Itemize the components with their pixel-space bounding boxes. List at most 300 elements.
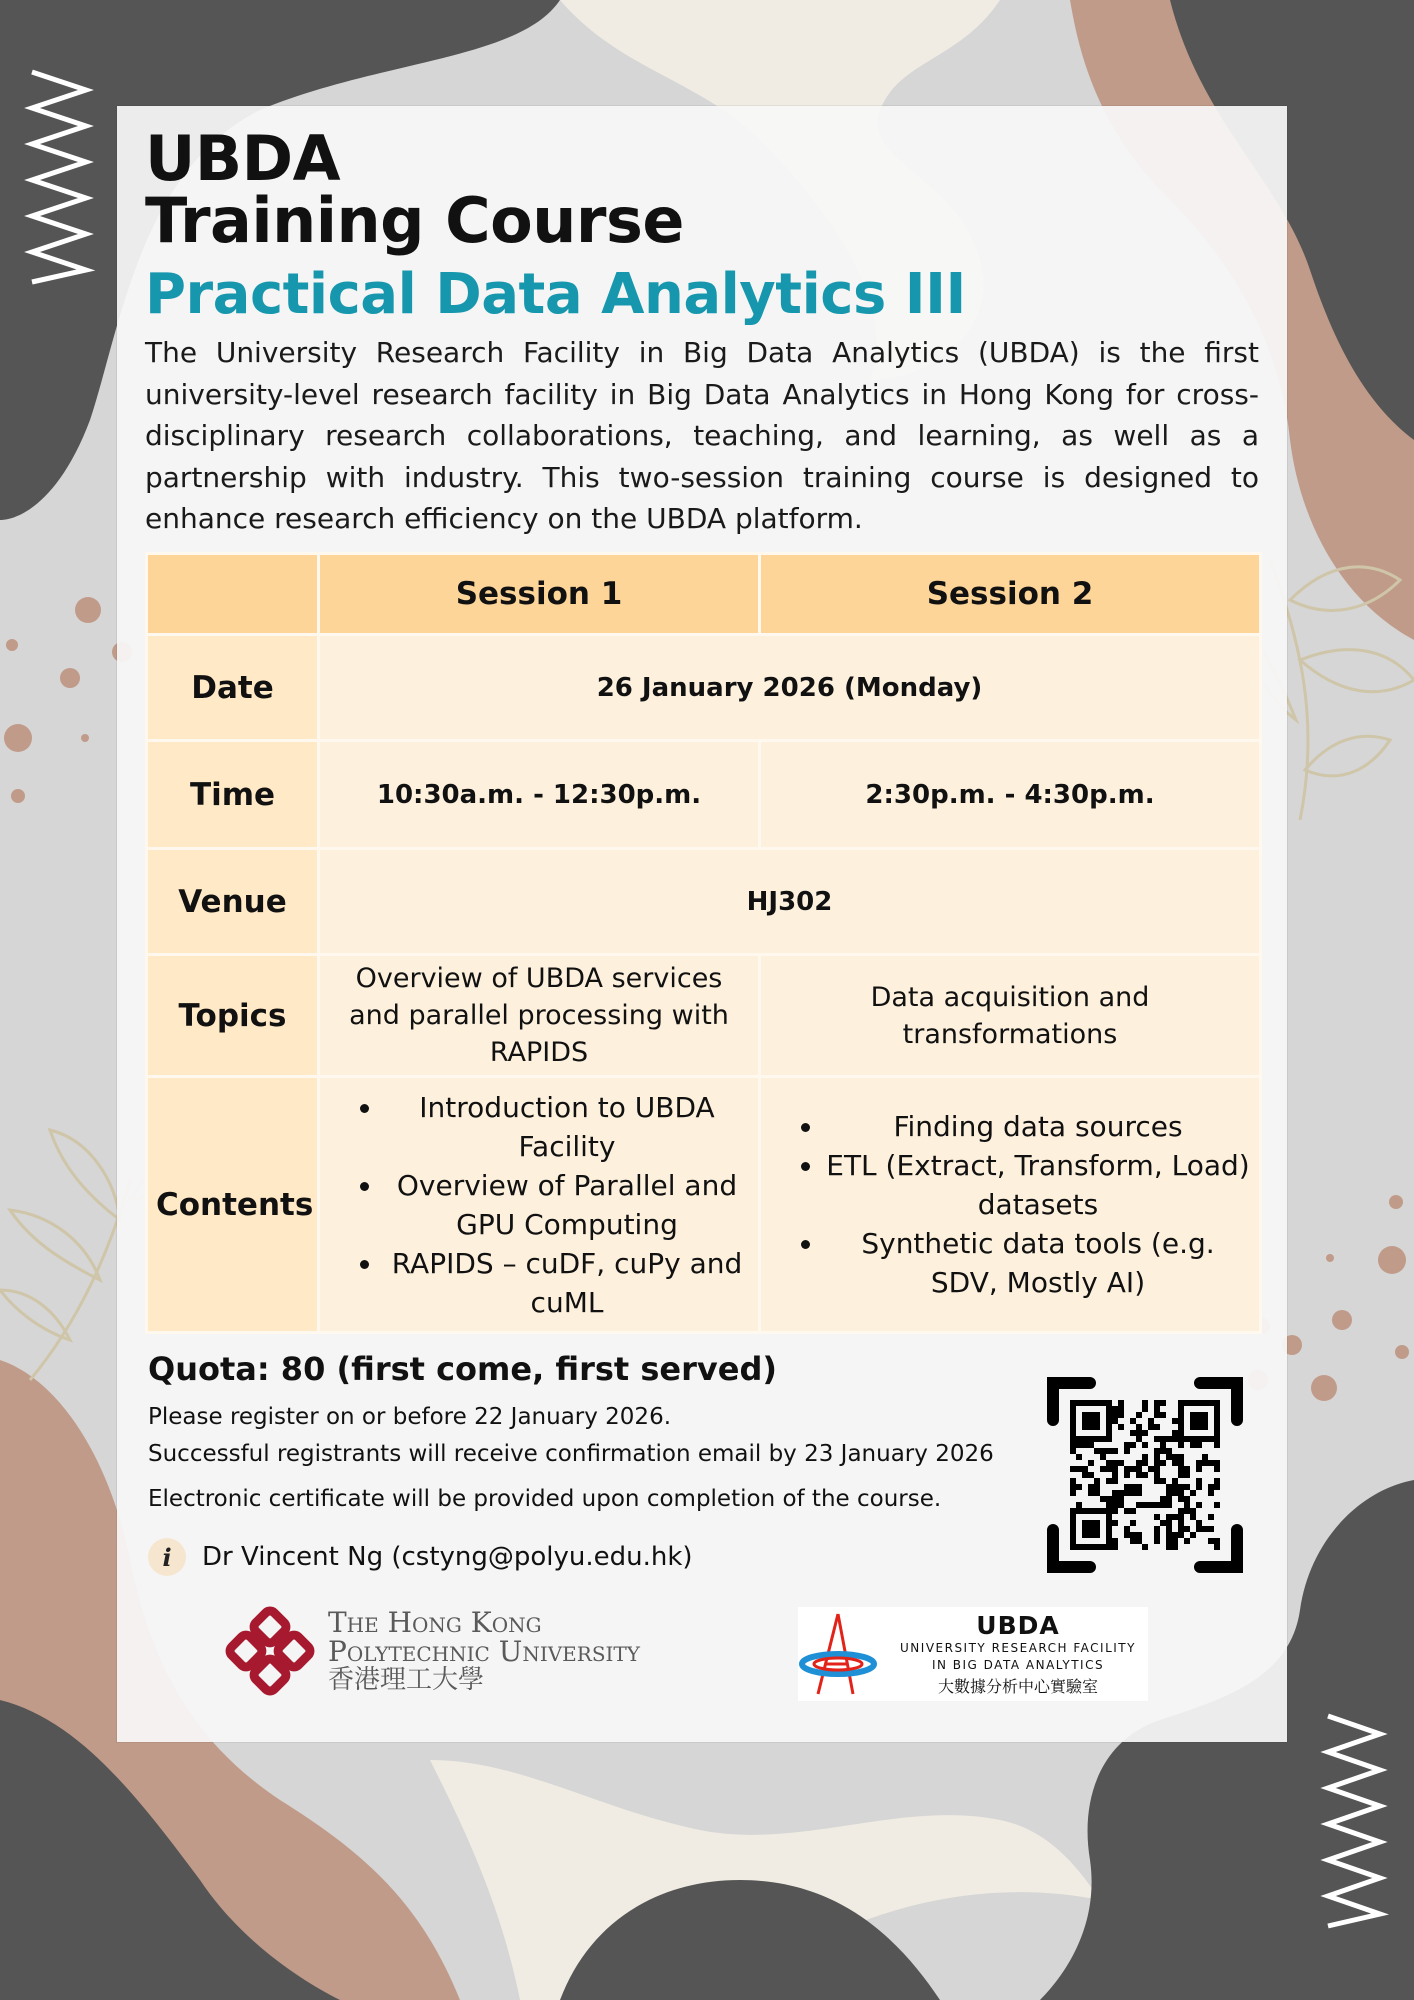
qr-module bbox=[1184, 1538, 1190, 1544]
qr-module bbox=[1112, 1544, 1118, 1550]
qr-module bbox=[1160, 1520, 1166, 1526]
qr-module bbox=[1178, 1460, 1184, 1466]
qr-module bbox=[1154, 1460, 1160, 1466]
session-2-time: 2:30p.m. - 4:30p.m. bbox=[760, 741, 1261, 849]
qr-module bbox=[1136, 1424, 1142, 1430]
qr-module bbox=[1202, 1436, 1208, 1442]
qr-module bbox=[1094, 1520, 1100, 1526]
ubda-emblem-icon bbox=[798, 1609, 888, 1699]
qr-module bbox=[1178, 1484, 1184, 1490]
qr-module bbox=[1100, 1508, 1106, 1514]
qr-module bbox=[1112, 1520, 1118, 1526]
session-1-contents-list bbox=[328, 1088, 750, 1322]
qr-module bbox=[1088, 1442, 1094, 1448]
polyu-logo bbox=[222, 1603, 640, 1699]
qr-module bbox=[1190, 1436, 1196, 1442]
course-title bbox=[145, 122, 684, 257]
qr-module bbox=[1106, 1460, 1112, 1466]
qr-module bbox=[1088, 1484, 1094, 1490]
qr-module bbox=[1082, 1418, 1088, 1424]
qr-module bbox=[1190, 1400, 1196, 1406]
qr-module bbox=[1088, 1412, 1094, 1418]
qr-module bbox=[1172, 1454, 1178, 1460]
title-line-training: Training Course bbox=[145, 184, 684, 257]
qr-module bbox=[1214, 1460, 1220, 1466]
qr-module bbox=[1088, 1532, 1094, 1538]
qr-module bbox=[1166, 1454, 1172, 1460]
certificate-note: Electronic certificate will be provided upon completion of the course. bbox=[148, 1486, 942, 1512]
qr-module bbox=[1160, 1400, 1166, 1406]
qr-module bbox=[1082, 1400, 1088, 1406]
venue-value: HJ302 bbox=[319, 849, 1261, 955]
qr-module bbox=[1154, 1400, 1160, 1406]
qr-module bbox=[1166, 1448, 1172, 1454]
qr-module bbox=[1094, 1412, 1100, 1418]
contents-label: Contents bbox=[147, 1077, 319, 1333]
qr-module bbox=[1190, 1442, 1196, 1448]
venue-label: Venue bbox=[147, 849, 319, 955]
qr-module bbox=[1166, 1514, 1172, 1520]
table-corner-cell bbox=[147, 554, 319, 635]
qr-module bbox=[1208, 1460, 1214, 1466]
date-row bbox=[147, 635, 1261, 741]
qr-module bbox=[1154, 1424, 1160, 1430]
qr-module bbox=[1214, 1484, 1220, 1490]
qr-module bbox=[1136, 1430, 1142, 1436]
table-header-row bbox=[147, 554, 1261, 635]
qr-module bbox=[1196, 1400, 1202, 1406]
qr-module bbox=[1106, 1514, 1112, 1520]
qr-module bbox=[1106, 1448, 1112, 1454]
qr-module bbox=[1166, 1502, 1172, 1508]
qr-module bbox=[1124, 1526, 1130, 1532]
qr-module bbox=[1172, 1418, 1178, 1424]
qr-module bbox=[1172, 1532, 1178, 1538]
qr-module bbox=[1112, 1538, 1118, 1544]
qr-module bbox=[1112, 1508, 1118, 1514]
time-label: Time bbox=[147, 741, 319, 849]
qr-module bbox=[1082, 1508, 1088, 1514]
qr-module bbox=[1130, 1538, 1136, 1544]
list-item: • ETL (Extract, Transform, Load) datasets bbox=[825, 1146, 1251, 1224]
qr-module bbox=[1142, 1502, 1148, 1508]
qr-module bbox=[1076, 1502, 1082, 1508]
qr-module bbox=[1160, 1478, 1166, 1484]
qr-module bbox=[1148, 1424, 1154, 1430]
qr-module bbox=[1154, 1478, 1160, 1484]
qr-module bbox=[1202, 1418, 1208, 1424]
qr-module bbox=[1112, 1496, 1118, 1502]
qr-module bbox=[1208, 1484, 1214, 1490]
qr-module bbox=[1088, 1424, 1094, 1430]
qr-module bbox=[1178, 1424, 1184, 1430]
qr-module bbox=[1088, 1520, 1094, 1526]
session-2-header: Session 2 bbox=[760, 554, 1261, 635]
qr-module bbox=[1178, 1472, 1184, 1478]
qr-module bbox=[1166, 1484, 1172, 1490]
qr-module bbox=[1178, 1490, 1184, 1496]
qr-module bbox=[1178, 1520, 1184, 1526]
qr-module bbox=[1154, 1502, 1160, 1508]
qr-module bbox=[1214, 1436, 1220, 1442]
qr-module bbox=[1106, 1496, 1112, 1502]
qr-module bbox=[1184, 1526, 1190, 1532]
qr-module bbox=[1082, 1526, 1088, 1532]
qr-module bbox=[1070, 1490, 1076, 1496]
qr-module bbox=[1130, 1442, 1136, 1448]
qr-module bbox=[1130, 1466, 1136, 1472]
qr-module bbox=[1178, 1532, 1184, 1538]
qr-module bbox=[1142, 1406, 1148, 1412]
qr-module bbox=[1202, 1454, 1208, 1460]
registration-qr-code[interactable] bbox=[1045, 1375, 1245, 1575]
qr-module bbox=[1136, 1490, 1142, 1496]
qr-module bbox=[1082, 1442, 1088, 1448]
qr-module bbox=[1112, 1490, 1118, 1496]
date-label: Date bbox=[147, 635, 319, 741]
qr-module bbox=[1106, 1412, 1112, 1418]
qr-module bbox=[1070, 1448, 1076, 1454]
qr-module bbox=[1112, 1412, 1118, 1418]
polyu-emblem-icon bbox=[222, 1603, 318, 1699]
qr-module bbox=[1196, 1418, 1202, 1424]
topics-row bbox=[147, 955, 1261, 1077]
qr-module bbox=[1172, 1490, 1178, 1496]
qr-module bbox=[1070, 1466, 1076, 1472]
list-item: • Introduction to UBDA Facility bbox=[384, 1088, 750, 1166]
qr-module bbox=[1214, 1538, 1220, 1544]
polyu-name-line2: Polytechnic University bbox=[328, 1634, 640, 1668]
qr-module bbox=[1184, 1472, 1190, 1478]
qr-module bbox=[1154, 1406, 1160, 1412]
qr-module bbox=[1160, 1496, 1166, 1502]
qr-module bbox=[1214, 1478, 1220, 1484]
qr-module bbox=[1094, 1448, 1100, 1454]
topics-label: Topics bbox=[147, 955, 319, 1077]
qr-module bbox=[1172, 1460, 1178, 1466]
qr-module bbox=[1196, 1412, 1202, 1418]
qr-module bbox=[1196, 1484, 1202, 1490]
qr-module bbox=[1214, 1400, 1220, 1406]
qr-module bbox=[1214, 1424, 1220, 1430]
qr-module bbox=[1202, 1460, 1208, 1466]
qr-module bbox=[1196, 1442, 1202, 1448]
qr-module bbox=[1190, 1532, 1196, 1538]
qr-module bbox=[1106, 1418, 1112, 1424]
polyu-name bbox=[328, 1605, 640, 1695]
qr-module bbox=[1202, 1526, 1208, 1532]
qr-module bbox=[1124, 1490, 1130, 1496]
qr-module bbox=[1070, 1526, 1076, 1532]
qr-module bbox=[1070, 1436, 1076, 1442]
qr-module bbox=[1082, 1520, 1088, 1526]
qr-module bbox=[1166, 1496, 1172, 1502]
ubda-logo-line1: UNIVERSITY RESEARCH FACILITY bbox=[900, 1641, 1136, 1655]
qr-module bbox=[1166, 1544, 1172, 1550]
qr-module bbox=[1208, 1436, 1214, 1442]
qr-module bbox=[1094, 1400, 1100, 1406]
qr-module bbox=[1124, 1532, 1130, 1538]
qr-module bbox=[1172, 1478, 1178, 1484]
qr-module bbox=[1112, 1472, 1118, 1478]
qr-module bbox=[1172, 1514, 1178, 1520]
qr-module bbox=[1136, 1484, 1142, 1490]
qr-module bbox=[1178, 1466, 1184, 1472]
qr-module bbox=[1196, 1502, 1202, 1508]
qr-module bbox=[1070, 1478, 1076, 1484]
qr-module bbox=[1196, 1460, 1202, 1466]
qr-module bbox=[1076, 1544, 1082, 1550]
qr-module bbox=[1106, 1526, 1112, 1532]
qr-module bbox=[1088, 1418, 1094, 1424]
qr-module bbox=[1184, 1436, 1190, 1442]
qr-module bbox=[1082, 1466, 1088, 1472]
qr-module bbox=[1100, 1400, 1106, 1406]
qr-module bbox=[1106, 1508, 1112, 1514]
qr-module bbox=[1130, 1532, 1136, 1538]
qr-module bbox=[1166, 1532, 1172, 1538]
qr-module bbox=[1178, 1418, 1184, 1424]
qr-module bbox=[1178, 1406, 1184, 1412]
qr-module bbox=[1142, 1442, 1148, 1448]
course-subtitle: Practical Data Analytics III bbox=[145, 262, 966, 327]
qr-module bbox=[1088, 1460, 1094, 1466]
qr-module bbox=[1118, 1400, 1124, 1406]
qr-module bbox=[1208, 1400, 1214, 1406]
qr-module bbox=[1154, 1538, 1160, 1544]
qr-module bbox=[1076, 1442, 1082, 1448]
qr-module bbox=[1166, 1526, 1172, 1532]
time-row bbox=[147, 741, 1261, 849]
qr-module bbox=[1070, 1520, 1076, 1526]
qr-module bbox=[1160, 1448, 1166, 1454]
qr-module bbox=[1154, 1514, 1160, 1520]
qr-module bbox=[1196, 1436, 1202, 1442]
qr-module bbox=[1214, 1544, 1220, 1550]
qr-module bbox=[1136, 1532, 1142, 1538]
qr-module bbox=[1214, 1406, 1220, 1412]
qr-module bbox=[1130, 1520, 1136, 1526]
qr-module bbox=[1142, 1400, 1148, 1406]
qr-module bbox=[1142, 1544, 1148, 1550]
ubda-logo-text bbox=[888, 1611, 1148, 1697]
qr-module bbox=[1118, 1406, 1124, 1412]
qr-module bbox=[1106, 1520, 1112, 1526]
list-item: • Overview of Parallel and GPU Computing bbox=[384, 1166, 750, 1244]
qr-module bbox=[1094, 1484, 1100, 1490]
qr-module bbox=[1202, 1424, 1208, 1430]
qr-module bbox=[1136, 1460, 1142, 1466]
qr-module bbox=[1070, 1544, 1076, 1550]
qr-module bbox=[1106, 1406, 1112, 1412]
info-icon: i bbox=[148, 1538, 186, 1576]
qr-module bbox=[1178, 1526, 1184, 1532]
qr-module bbox=[1124, 1472, 1130, 1478]
qr-module bbox=[1214, 1442, 1220, 1448]
qr-module bbox=[1208, 1514, 1214, 1520]
qr-module bbox=[1178, 1496, 1184, 1502]
qr-module bbox=[1112, 1502, 1118, 1508]
session-2-contents-list bbox=[769, 1107, 1251, 1302]
qr-module bbox=[1112, 1478, 1118, 1484]
qr-module bbox=[1118, 1460, 1124, 1466]
qr-module bbox=[1142, 1454, 1148, 1460]
qr-module bbox=[1100, 1448, 1106, 1454]
qr-module bbox=[1118, 1502, 1124, 1508]
list-item: • RAPIDS – cuDF, cuPy and cuML bbox=[384, 1244, 750, 1322]
qr-module bbox=[1094, 1526, 1100, 1532]
qr-module bbox=[1196, 1526, 1202, 1532]
qr-module bbox=[1178, 1508, 1184, 1514]
qr-module bbox=[1088, 1508, 1094, 1514]
qr-module bbox=[1070, 1424, 1076, 1430]
qr-module bbox=[1136, 1466, 1142, 1472]
qr-module bbox=[1070, 1508, 1076, 1514]
qr-module bbox=[1082, 1532, 1088, 1538]
qr-module bbox=[1094, 1508, 1100, 1514]
intro-paragraph: The University Research Facility in Big Data Analytics (UBDA) is the first university-level research facility in Big Data Analytics in Hong Kong for cross-disciplinary research collaborations, teaching, and learning, as well as a partnership with industry. This two-session training course is designed to enhance research efficiency on the UBDA platform. bbox=[145, 336, 1259, 535]
qr-module bbox=[1148, 1466, 1154, 1472]
qr-module bbox=[1148, 1502, 1154, 1508]
qr-module bbox=[1184, 1496, 1190, 1502]
qr-module bbox=[1118, 1496, 1124, 1502]
qr-module bbox=[1130, 1484, 1136, 1490]
qr-module bbox=[1154, 1448, 1160, 1454]
qr-module bbox=[1214, 1412, 1220, 1418]
qr-module bbox=[1106, 1436, 1112, 1442]
qr-module bbox=[1214, 1502, 1220, 1508]
qr-module bbox=[1154, 1472, 1160, 1478]
qr-module bbox=[1154, 1454, 1160, 1460]
qr-module bbox=[1124, 1442, 1130, 1448]
qr-module bbox=[1106, 1424, 1112, 1430]
qr-module bbox=[1106, 1532, 1112, 1538]
qr-module bbox=[1130, 1508, 1136, 1514]
ubda-logo-title: UBDA bbox=[976, 1611, 1060, 1640]
qr-module bbox=[1106, 1400, 1112, 1406]
qr-module bbox=[1190, 1424, 1196, 1430]
qr-module bbox=[1196, 1424, 1202, 1430]
qr-module bbox=[1172, 1430, 1178, 1436]
qr-module bbox=[1070, 1484, 1076, 1490]
qr-module bbox=[1184, 1466, 1190, 1472]
qr-module bbox=[1178, 1412, 1184, 1418]
qr-module bbox=[1094, 1424, 1100, 1430]
qr-module bbox=[1106, 1544, 1112, 1550]
qr-module bbox=[1094, 1544, 1100, 1550]
qr-module bbox=[1094, 1490, 1100, 1496]
qr-module bbox=[1154, 1526, 1160, 1532]
ubda-logo-chinese: 大數據分析中心實驗室 bbox=[937, 1677, 1098, 1696]
qr-module bbox=[1094, 1478, 1100, 1484]
date-value: 26 January 2026 (Monday) bbox=[319, 635, 1261, 741]
qr-module bbox=[1148, 1418, 1154, 1424]
qr-module bbox=[1196, 1520, 1202, 1526]
qr-module bbox=[1136, 1436, 1142, 1442]
qr-module bbox=[1208, 1526, 1214, 1532]
qr-module bbox=[1178, 1454, 1184, 1460]
qr-module bbox=[1178, 1514, 1184, 1520]
session-1-time: 10:30a.m. - 12:30p.m. bbox=[319, 741, 760, 849]
qr-module bbox=[1100, 1544, 1106, 1550]
qr-module bbox=[1070, 1400, 1076, 1406]
session-1-contents bbox=[319, 1077, 760, 1333]
qr-module bbox=[1100, 1454, 1106, 1460]
qr-module bbox=[1118, 1424, 1124, 1430]
qr-module bbox=[1166, 1436, 1172, 1442]
qr-module bbox=[1082, 1424, 1088, 1430]
qr-module bbox=[1190, 1508, 1196, 1514]
qr-module bbox=[1130, 1490, 1136, 1496]
qr-module bbox=[1106, 1430, 1112, 1436]
polyu-name-chinese: 香港理工大學 bbox=[328, 1664, 485, 1695]
qr-module bbox=[1076, 1400, 1082, 1406]
quota-heading: Quota: 80 (first come, first served) bbox=[148, 1350, 777, 1388]
qr-module bbox=[1070, 1430, 1076, 1436]
qr-module bbox=[1082, 1412, 1088, 1418]
qr-module bbox=[1124, 1466, 1130, 1472]
contact-text: Dr Vincent Ng (cstyng@polyu.edu.hk) bbox=[202, 1542, 693, 1572]
session-1-header: Session 1 bbox=[319, 554, 760, 635]
qr-module bbox=[1070, 1514, 1076, 1520]
qr-module bbox=[1112, 1406, 1118, 1412]
list-item: • Synthetic data tools (e.g. SDV, Mostly AI) bbox=[825, 1224, 1251, 1302]
qr-module bbox=[1178, 1400, 1184, 1406]
qr-module bbox=[1100, 1466, 1106, 1472]
qr-module bbox=[1070, 1418, 1076, 1424]
qr-module bbox=[1160, 1502, 1166, 1508]
qr-module bbox=[1112, 1448, 1118, 1454]
contents-row bbox=[147, 1077, 1261, 1333]
qr-module bbox=[1190, 1490, 1196, 1496]
qr-module bbox=[1172, 1544, 1178, 1550]
qr-module bbox=[1208, 1538, 1214, 1544]
qr-module bbox=[1100, 1436, 1106, 1442]
qr-module bbox=[1136, 1412, 1142, 1418]
qr-module bbox=[1076, 1508, 1082, 1514]
polyu-name-line1: The Hong Kong bbox=[328, 1605, 542, 1639]
qr-module bbox=[1184, 1502, 1190, 1508]
qr-module bbox=[1088, 1400, 1094, 1406]
qr-module bbox=[1088, 1544, 1094, 1550]
qr-module bbox=[1190, 1418, 1196, 1424]
qr-module bbox=[1076, 1454, 1082, 1460]
qr-module bbox=[1160, 1412, 1166, 1418]
qr-module bbox=[1142, 1460, 1148, 1466]
qr-module bbox=[1190, 1514, 1196, 1520]
session-2-contents bbox=[760, 1077, 1261, 1333]
session-1-topic: Overview of UBDA services and parallel processing with RAPIDS bbox=[319, 955, 760, 1077]
qr-module bbox=[1136, 1538, 1142, 1544]
qr-module bbox=[1196, 1478, 1202, 1484]
qr-module bbox=[1070, 1532, 1076, 1538]
qr-module bbox=[1070, 1442, 1076, 1448]
qr-module bbox=[1070, 1406, 1076, 1412]
qr-module bbox=[1160, 1442, 1166, 1448]
qr-module bbox=[1172, 1538, 1178, 1544]
qr-module bbox=[1214, 1430, 1220, 1436]
qr-module bbox=[1130, 1430, 1136, 1436]
qr-module bbox=[1208, 1490, 1214, 1496]
qr-module bbox=[1082, 1436, 1088, 1442]
qr-module bbox=[1184, 1508, 1190, 1514]
confirmation-note: Successful registrants will receive confirmation email by 23 January 2026 bbox=[148, 1441, 994, 1467]
qr-module bbox=[1094, 1532, 1100, 1538]
schedule-table bbox=[145, 552, 1262, 1334]
qr-module bbox=[1196, 1466, 1202, 1472]
qr-module bbox=[1106, 1466, 1112, 1472]
qr-module bbox=[1214, 1418, 1220, 1424]
